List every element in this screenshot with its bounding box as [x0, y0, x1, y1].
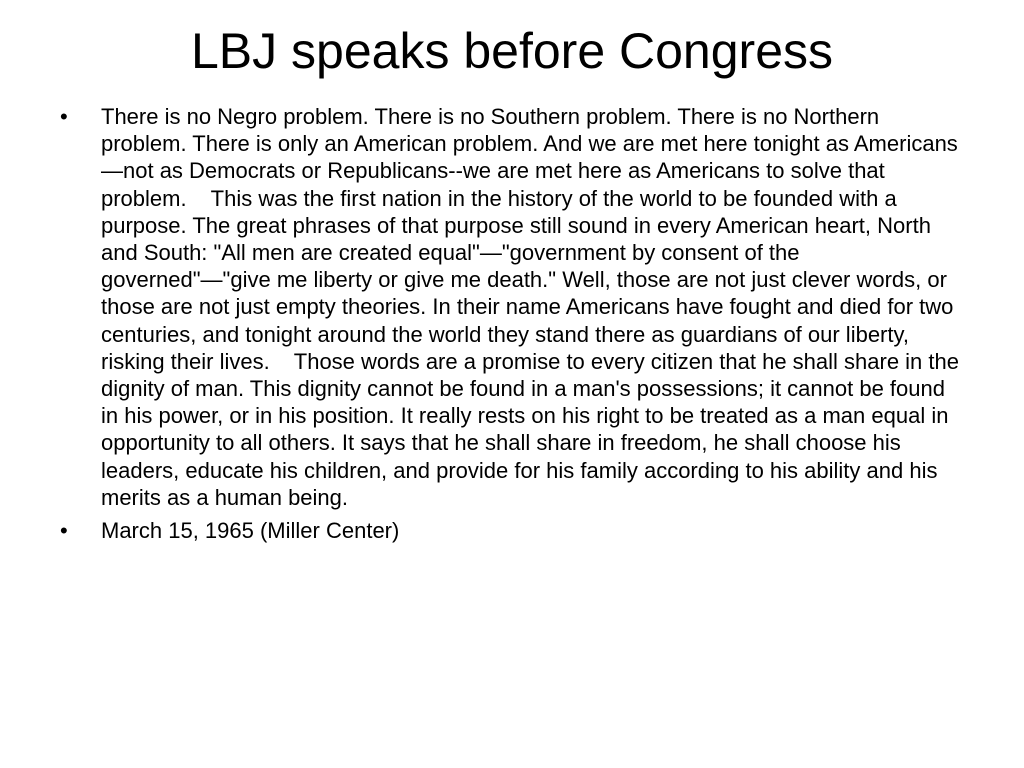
slide-title: LBJ speaks before Congress — [190, 23, 834, 79]
citation-text: March 15, 1965 (Miller Center) — [101, 518, 400, 544]
bullet-item-citation — [60, 517, 965, 544]
bullet-list — [60, 103, 965, 550]
bullet-item-speech-quote — [60, 103, 965, 511]
speech-quote-text: There is no Negro problem. There is no Southern problem. There is no Northern problem. There is only an American problem. And we are met here tonight as Americans—not as Democrats or Republicans--we are met here as Americans to solve that problem. This was the first nation in the history of the world to be founded with a purpose. The great phrases of that purpose still sound in every American heart, North and South: "All men are created equal"—"government by consent of the governed"—"give me liberty or give me death." Well, those are not just clever words, or those are not just empty theories. In their name Americans have fought and died for two centuries, and tonight around the world they stand there as guardians of our liberty, risking their lives. Those words are a promise to every citizen that he shall share in the dignity of man. This dignity cannot be found in a man's possessions; it cannot be found in his power, or in his position. It really rests on his right to be treated as a man equal in opportunity to all others. It says that he shall share in freedom, he shall choose his leaders, educate his children, and provide for his family according to his ability and his merits as a human being. — [101, 104, 966, 510]
bullet-dot-icon: • — [60, 518, 68, 544]
bullet-dot-icon: • — [60, 104, 68, 129]
